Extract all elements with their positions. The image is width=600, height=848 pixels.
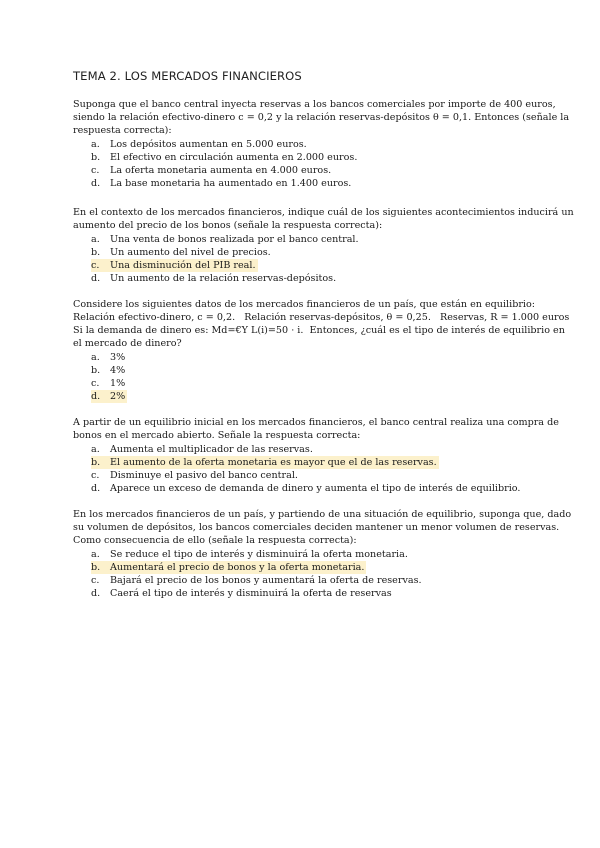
answer-option bbox=[91, 377, 525, 390]
option-letter: d. bbox=[91, 588, 101, 599]
answer-option bbox=[91, 574, 525, 587]
option-letter: a. bbox=[91, 352, 100, 363]
answer-option bbox=[91, 164, 525, 177]
question-1 bbox=[73, 98, 570, 190]
question-stem bbox=[73, 206, 574, 232]
question-4 bbox=[73, 416, 559, 495]
question-stem-line: En los mercados financieros de un país, y partiendo de una situación de equilibrio, suponga que, dado bbox=[73, 509, 572, 520]
option-text: El aumento de la oferta monetaria es mayor que el de las reservas. bbox=[110, 457, 437, 468]
answer-options bbox=[73, 233, 525, 285]
answer-options bbox=[73, 548, 525, 600]
option-letter: a. bbox=[91, 444, 100, 455]
question-stem-line: su volumen de depósitos, los bancos comerciales deciden mantener un menor volumen de reservas. bbox=[73, 522, 560, 533]
option-text: Aumenta el multiplicador de las reservas. bbox=[110, 444, 313, 455]
answer-option bbox=[91, 259, 525, 272]
question-stem-line: aumento del precio de los bonos (señale la respuesta correcta): bbox=[73, 220, 383, 231]
answer-option bbox=[91, 482, 525, 495]
option-text: 2% bbox=[110, 391, 126, 402]
answer-option bbox=[91, 351, 525, 364]
answer-option bbox=[91, 587, 525, 600]
option-text: Una venta de bonos realizada por el banco central. bbox=[110, 234, 359, 245]
question-stem-line: el mercado de dinero? bbox=[73, 338, 182, 349]
question-stem-line: Como consecuencia de ello (señale la respuesta correcta): bbox=[73, 535, 357, 546]
option-text: Bajará el precio de los bonos y aumentará la oferta de reservas. bbox=[110, 575, 422, 586]
option-text: Se reduce el tipo de interés y disminuirá la oferta monetaria. bbox=[110, 549, 408, 560]
answer-option bbox=[91, 177, 525, 190]
question-stem-line: respuesta correcta): bbox=[73, 125, 172, 136]
highlighted-answer bbox=[91, 390, 127, 403]
option-letter: c. bbox=[91, 378, 100, 389]
answer-option bbox=[91, 390, 525, 403]
option-text: Aumentará el precio de bonos y la oferta monetaria. bbox=[110, 562, 365, 573]
question-stem bbox=[73, 98, 570, 137]
answer-options bbox=[73, 443, 525, 495]
option-text: La base monetaria ha aumentado en 1.400 euros. bbox=[110, 178, 352, 189]
option-letter: b. bbox=[91, 152, 101, 163]
question-stem bbox=[73, 416, 559, 442]
question-stem-line: A partir de un equilibrio inicial en los mercados financieros, el banco central realiza una compra de bbox=[73, 417, 559, 428]
option-text: El efectivo en circulación aumenta en 2.000 euros. bbox=[110, 152, 358, 163]
option-letter: c. bbox=[91, 470, 100, 481]
answer-option bbox=[91, 443, 525, 456]
option-letter: c. bbox=[91, 575, 100, 586]
question-stem-line: Si la demanda de dinero es: Md=€Y L(i)=50 · i. Entonces, ¿cuál es el tipo de interés de equilibrio en bbox=[73, 325, 565, 336]
answer-option bbox=[91, 469, 525, 482]
option-text: La oferta monetaria aumenta en 4.000 euros. bbox=[110, 165, 332, 176]
option-text: 4% bbox=[110, 365, 126, 376]
option-letter: b. bbox=[91, 365, 101, 376]
option-text: Caerá el tipo de interés y disminuirá la oferta de reservas bbox=[110, 588, 392, 599]
answer-option bbox=[91, 138, 525, 151]
answer-options bbox=[73, 351, 525, 403]
option-letter: d. bbox=[91, 273, 101, 284]
option-letter: b. bbox=[91, 562, 101, 573]
option-letter: d. bbox=[91, 391, 101, 402]
option-letter: d. bbox=[91, 483, 101, 494]
answer-option bbox=[91, 456, 525, 469]
option-text: Los depósitos aumentan en 5.000 euros. bbox=[110, 139, 307, 150]
option-letter: b. bbox=[91, 457, 101, 468]
question-stem-line: Considere los siguientes datos de los mercados financieros de un país, que están en equilibrio: bbox=[73, 299, 535, 310]
question-stem-line: En el contexto de los mercados financieros, indique cuál de los siguientes acontecimientos inducirá un bbox=[73, 207, 574, 218]
answer-option bbox=[91, 364, 525, 377]
option-letter: a. bbox=[91, 234, 100, 245]
question-stem bbox=[73, 508, 572, 547]
option-letter: b. bbox=[91, 247, 101, 258]
question-stem-line: Relación efectivo-dinero, c = 0,2. Relación reservas-depósitos, θ = 0,25. Reservas, R = 1.000 euros bbox=[73, 312, 570, 323]
question-stem bbox=[73, 298, 570, 350]
answer-option bbox=[91, 561, 525, 574]
option-text: Aparece un exceso de demanda de dinero y aumenta el tipo de interés de equilibrio. bbox=[110, 483, 521, 494]
answer-option bbox=[91, 548, 525, 561]
answer-option bbox=[91, 246, 525, 259]
option-letter: c. bbox=[91, 260, 100, 271]
answer-option bbox=[91, 151, 525, 164]
question-stem-line: Suponga que el banco central inyecta reservas a los bancos comerciales por importe de 400 euros, bbox=[73, 99, 556, 110]
option-text: 1% bbox=[110, 378, 126, 389]
highlighted-answer bbox=[91, 259, 258, 272]
answer-option bbox=[91, 233, 525, 246]
question-3 bbox=[73, 298, 570, 403]
question-stem-line: bonos en el mercado abierto. Señale la respuesta correcta: bbox=[73, 430, 361, 441]
question-5 bbox=[73, 508, 572, 600]
answer-options bbox=[73, 138, 525, 190]
option-letter: a. bbox=[91, 549, 100, 560]
option-text: 3% bbox=[110, 352, 126, 363]
option-letter: d. bbox=[91, 178, 101, 189]
highlighted-answer bbox=[91, 456, 439, 469]
option-text: Un aumento del nivel de precios. bbox=[110, 247, 271, 258]
question-2 bbox=[73, 206, 574, 285]
option-text: Disminuye el pasivo del banco central. bbox=[110, 470, 298, 481]
option-letter: c. bbox=[91, 165, 100, 176]
answer-option bbox=[91, 272, 525, 285]
question-stem-line: siendo la relación efectivo-dinero c = 0,2 y la relación reservas-depósitos θ = 0,1. Entonces (señale la bbox=[73, 112, 570, 123]
option-text: Una disminución del PIB real. bbox=[110, 260, 256, 271]
page-title: TEMA 2. LOS MERCADOS FINANCIEROS bbox=[73, 69, 302, 83]
highlighted-answer bbox=[91, 561, 366, 574]
option-text: Un aumento de la relación reservas-depósitos. bbox=[110, 273, 337, 284]
option-letter: a. bbox=[91, 139, 100, 150]
